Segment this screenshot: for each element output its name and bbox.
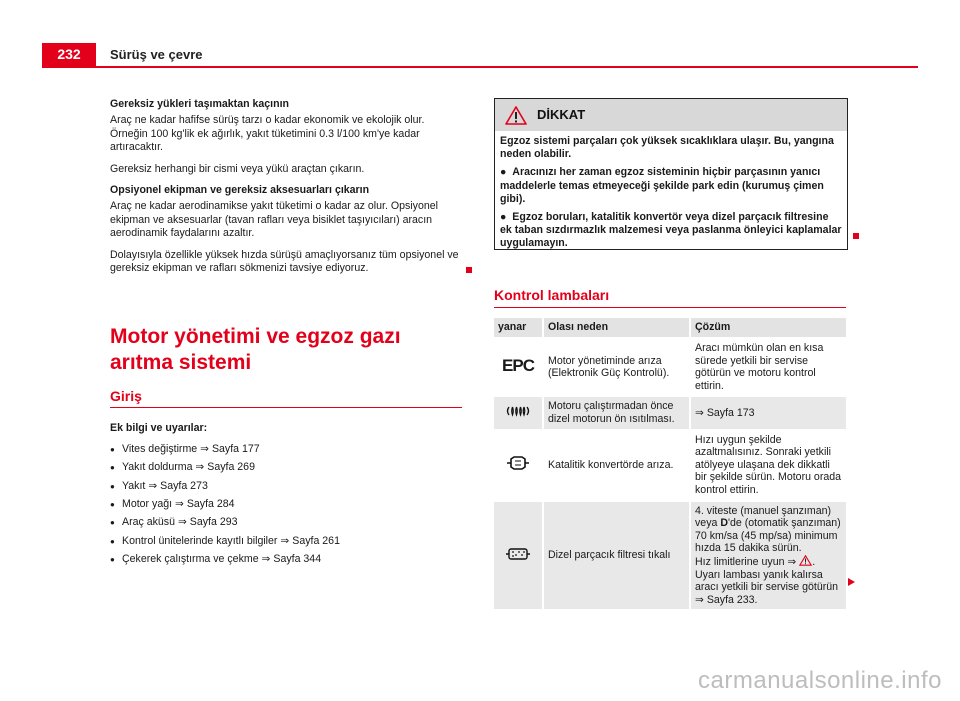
- cell-solution: Hızı uygun şekilde azaltmalısınız. Sonraki yetkili atölyeye ulaşana dek dikkatli bir şekilde sürün. Motoru orada kontrol ettirin.: [690, 430, 846, 501]
- warning-intro: Egzoz sistemi parçaları çok yüksek sıcaklıklara ulaşır. Bu, yangına neden olabilir.: [500, 135, 834, 161]
- heading-accessories: Opsiyonel ekipman ve gereksiz aksesuarları çıkarın: [110, 184, 370, 197]
- section-heading-intro: Giriş: [110, 390, 462, 408]
- page-link[interactable]: ⇒ Sayfa 177: [200, 442, 260, 455]
- table-row: [494, 396, 846, 429]
- page-link[interactable]: ⇒ Sayfa 273: [148, 479, 208, 492]
- paragraph-aerodynamics: Araç ne kadar aerodinamikse yakıt tüketimi o kadar az olur. Opsiyonel ekipman ve aksesuarlar (tavan rafları veya bisiklet taşıyıcıları) aracın aerodinamik faydalarını azaltır.: [110, 200, 438, 240]
- heading-unnecessary-loads: Gereksiz yükleri taşımaktan kaçının: [110, 98, 290, 110]
- warning-box: [494, 98, 848, 250]
- cell-solution: 4. viteste (manuel şanzıman) veya D'de (otomatik şanzıman) 70 km/sa (45 mp/sa) minimum hızda 15 dakika sürün. Hız limitlerine uyun ⇒ . Uyarı lambası yanık kalırsa aracı yetkili bir servise götürün ⇒ Sayfa 233.: [690, 501, 846, 610]
- cell-solution: Aracı mümkün olan en kısa sürede yetkili bir servise götürün ve motoru kontrol ettirin.: [690, 338, 846, 396]
- table-row: [494, 501, 846, 610]
- paragraph-high-speed: [110, 249, 462, 276]
- warning-bullet: ● Aracınızı her zaman egzoz sisteminin hiçbir parçasının yanıcı maddelerle temas etmeyeceği şekilde park edin (kurumuş çimen gibi).: [500, 166, 824, 205]
- page-link[interactable]: ⇒ Sayfa 261: [280, 534, 340, 547]
- section-end-marker: [466, 267, 472, 273]
- reference-list: [110, 443, 462, 567]
- list-item: ● Motor yağı ⇒ Sayfa 284: [110, 498, 462, 511]
- diesel-particulate-filter-icon: [505, 547, 531, 561]
- header-rule: [42, 66, 918, 68]
- list-heading: Ek bilgi ve uyarılar:: [110, 422, 208, 435]
- catalytic-converter-icon: [506, 455, 530, 471]
- solution-link-text[interactable]: Uyarı lambası yanık kalırsa aracı yetkili bir servise götürün ⇒ Sayfa 233.: [695, 568, 839, 606]
- page-number: 232: [42, 43, 96, 66]
- gear-d: D: [720, 517, 728, 530]
- col-header-cause: Olası neden: [543, 318, 690, 338]
- table-row: [494, 338, 846, 396]
- chapter-block: [110, 324, 462, 572]
- epc-lamp-icon: EPC: [494, 338, 543, 396]
- page-link[interactable]: ⇒ Sayfa 293: [177, 516, 238, 529]
- list-item: ● Vites değiştirme ⇒ Sayfa 177: [110, 443, 462, 456]
- warning-title: DİKKAT: [537, 107, 586, 123]
- list-item: ● Kontrol ünitelerinde kayıtlı bilgiler ⇒ Sayfa 261: [110, 535, 462, 548]
- lamps-heading: Kontrol lambaları: [494, 287, 846, 308]
- cell-cause: Dizel parçacık filtresi tıkalı: [543, 501, 690, 610]
- cell-solution-link[interactable]: ⇒ Sayfa 173: [690, 396, 846, 429]
- list-item: ● Araç aküsü ⇒ Sayfa 293: [110, 516, 462, 529]
- col-header-lit: yanar: [494, 318, 543, 338]
- continue-arrow-icon: [848, 578, 855, 586]
- paragraph-high-speed-text: Dolayısıyla özellikle yüksek hızda sürüşü amaçlıyorsanız tüm opsiyonel ve gereksiz ekipman ve rafları sökmenizi tavsiye ediyoruz.: [110, 248, 459, 275]
- list-item: ● Yakıt doldurma ⇒ Sayfa 269: [110, 461, 462, 474]
- cell-cause: Motoru çalıştırmadan önce dizel motorun ön ısıtılması.: [543, 396, 690, 429]
- cell-cause: Katalitik konvertörde arıza.: [543, 430, 690, 501]
- paragraph-remove-objects: Gereksiz herhangi bir cismi veya yükü araçtan çıkarın.: [110, 162, 365, 175]
- glow-plug-icon: [506, 404, 530, 418]
- warning-lamps-table: [494, 318, 846, 609]
- warning-header: [495, 99, 847, 131]
- table-header-row: [494, 318, 846, 338]
- left-column: [110, 98, 462, 283]
- warning-end-marker: [853, 233, 859, 239]
- warning-triangle-icon[interactable]: [799, 555, 812, 566]
- chapter-title: Motor yönetimi ve egzoz gazı arıtma sistemi: [110, 325, 401, 374]
- paragraph-loads: Araç ne kadar hafifse sürüş tarzı o kadar ekonomik ve ekolojik olur. Örneğin 100 kg'lik ek ağırlık, yakıt tüketimini 0.3 l/100 km'ye kadar artıracaktır.: [110, 114, 425, 154]
- table-row: [494, 430, 846, 501]
- section-title: Sürüş ve çevre: [110, 47, 203, 62]
- lamps-heading-block: [494, 287, 846, 308]
- list-item: ● Yakıt ⇒ Sayfa 273: [110, 480, 462, 493]
- list-item: ● Çekerek çalıştırma ve çekme ⇒ Sayfa 344: [110, 553, 462, 566]
- page-link[interactable]: ⇒ Sayfa 344: [261, 553, 322, 566]
- warning-triangle-icon: [505, 106, 527, 125]
- page-link[interactable]: ⇒ Sayfa 284: [175, 498, 235, 511]
- warning-body: [495, 131, 847, 251]
- page-link[interactable]: ⇒ Sayfa 269: [195, 461, 255, 474]
- watermark: carmanualsonline.info: [698, 667, 942, 694]
- warning-bullet: ● Egzoz boruları, katalitik konvertör veya dizel parçacık filtresine ek taban sızdırmazlık malzemesi veya paslanma önleyici kaplamalar uygulamayın.: [500, 211, 842, 250]
- cell-cause: Motor yönetiminde arıza (Elektronik Güç Kontrolü).: [543, 338, 690, 396]
- col-header-solution: Çözüm: [690, 318, 846, 338]
